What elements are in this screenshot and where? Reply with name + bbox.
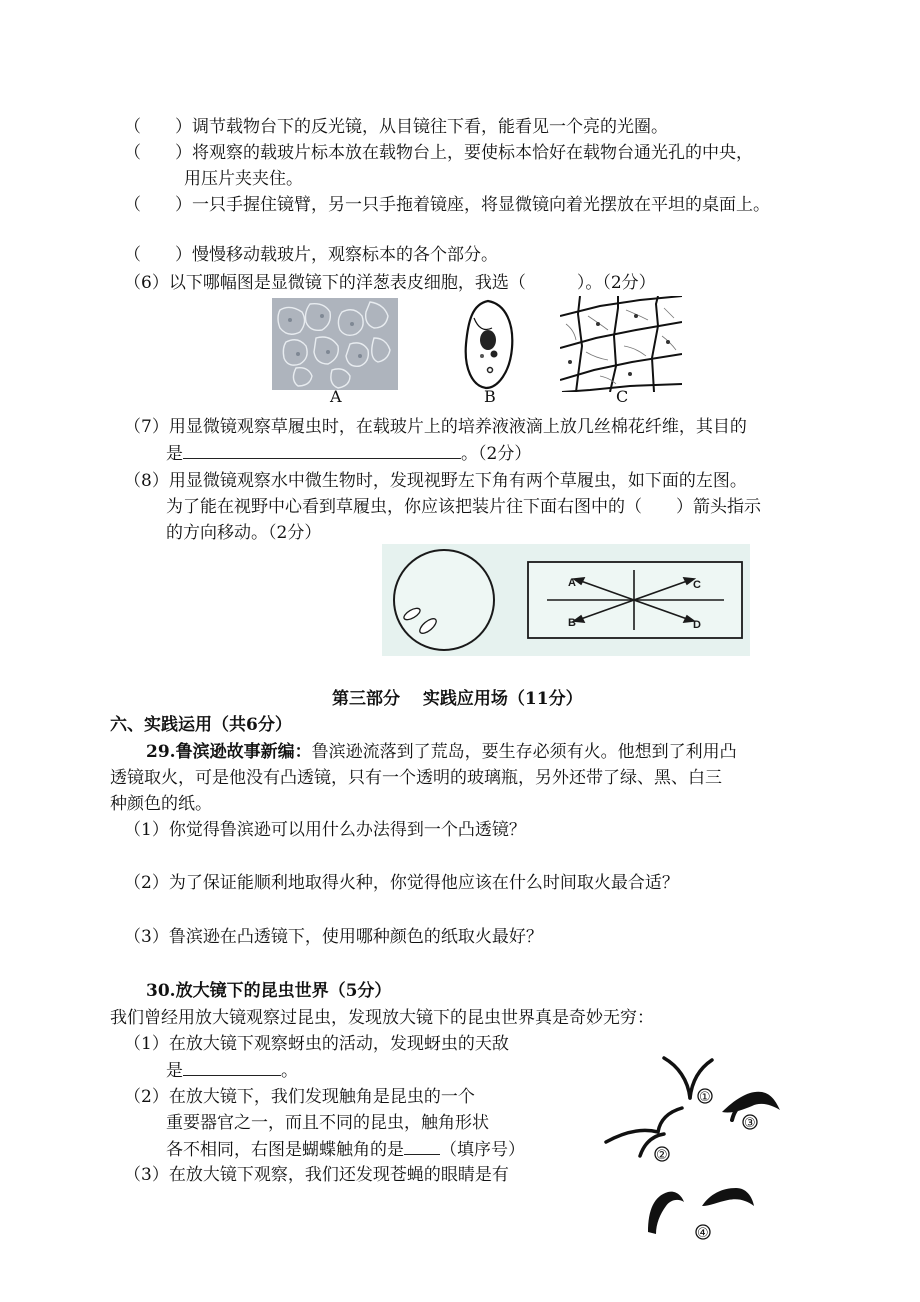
onion-cell-option-c [560, 296, 682, 392]
answer-blank-30-2[interactable] [404, 1138, 440, 1155]
question-29-1: （1）你觉得鲁滨逊可以用什么办法得到一个凸透镜？ [124, 820, 526, 840]
step-line-2: （ ）将观察的载玻片标本放在载物台上，要使标本恰好在载物台通光孔的中央， [124, 143, 753, 163]
question-30-1-prefix: 是 [166, 1061, 183, 1081]
question-30-2-suffix: （填序号） [440, 1140, 525, 1160]
question-8-cont: 为了能在视野中心看到草履虫，你应该把装片往下面右图中的（ ）箭头指示 [166, 497, 761, 517]
antenna-label-1: ① [699, 1090, 711, 1105]
onion-cell-option-a [272, 298, 398, 390]
step-line-4: （ ）慢慢移动载玻片，观察标本的各个部分。 [124, 245, 498, 265]
question-30-1-answer-line [166, 1059, 298, 1082]
figure-label-b: B [484, 387, 496, 406]
arrow-label-a: A [568, 577, 576, 589]
paramecium-option-b [458, 298, 518, 392]
part-3-title: 第三部分 实践应用场（11分） [332, 689, 583, 709]
step-line-2-cont: 用压片夹夹住。 [184, 169, 303, 189]
question-7-answer-line [166, 442, 531, 465]
question-29-3: （3）鲁滨逊在凸透镜下，使用哪种颜色的纸取火最好？ [124, 927, 543, 947]
figure-label-a: A [330, 387, 342, 406]
question-30-1-suffix: 。 [281, 1061, 298, 1081]
question-7-prefix: 是 [166, 444, 183, 464]
answer-blank-30-1[interactable] [183, 1059, 281, 1076]
arrow-label-b: B [568, 617, 576, 629]
question-29-line-3: 种颜色的纸。 [110, 794, 212, 814]
antenna-label-2: ② [656, 1148, 668, 1163]
question-30-2: （2）在放大镜下，我们发现触角是昆虫的一个 [124, 1087, 475, 1107]
question-8-end: 的方向移动。（2分） [166, 523, 322, 543]
question-30-1: （1）在放大镜下观察蚜虫的活动，发现蚜虫的天敌 [124, 1034, 509, 1054]
section-6-title: 六、实践运用（共6分） [110, 715, 292, 735]
step-line-1: （ ）调节载物台下的反光镜，从目镜往下看，能看见一个亮的光圈。 [124, 117, 668, 137]
figure-label-c: C [616, 387, 629, 406]
question-29-text: 鲁滨逊流落到了荒岛，要生存必须有火。他想到了利用凸 [311, 742, 737, 762]
question-29-2: （2）为了保证能顺利地取得火种，你觉得他应该在什么时间取火最合适？ [124, 873, 679, 893]
question-8: （8）用显微镜观察水中微生物时，发现视野左下角有两个草履虫，如下面的左图。 [124, 471, 747, 491]
question-6: （6）以下哪幅图是显微镜下的洋葱表皮细胞，我选（ ）。（2分） [124, 273, 656, 293]
step-line-3: （ ）一只手握住镜臂，另一只手拖着镜座，将显微镜向着光摆放在平坦的桌面上。 [124, 195, 770, 215]
antennae-figure [604, 1050, 804, 1250]
question-29-intro [146, 741, 737, 763]
arrow-label-d: D [693, 619, 701, 631]
question-30-title: 30.放大镜下的昆虫世界（5分） [146, 981, 392, 1001]
answer-blank-7[interactable] [183, 442, 461, 459]
question-29-title: 29.鲁滨逊故事新编： [146, 742, 312, 762]
question-30-3: （3）在放大镜下观察，我们还发现苍蝇的眼睛是有 [124, 1165, 509, 1185]
field-of-view-figure [382, 544, 750, 656]
question-30-intro: 我们曾经用放大镜观察过昆虫，发现放大镜下的昆虫世界真是奇妙无穷： [110, 1008, 654, 1028]
question-30-2-cont: 重要器官之一，而且不同的昆虫，触角形状 [166, 1113, 489, 1133]
arrow-label-c: C [693, 579, 701, 591]
antenna-label-3: ③ [744, 1116, 756, 1131]
antenna-label-4: ④ [697, 1226, 709, 1241]
question-7-suffix: 。（2分） [461, 444, 532, 464]
question-30-2-answer-line [166, 1138, 525, 1161]
question-7: （7）用显微镜观察草履虫时，在载玻片上的培养液液滴上放几丝棉花纤维，其目的 [124, 417, 747, 437]
question-30-2-prefix: 各不相同，右图是蝴蝶触角的是 [166, 1140, 404, 1160]
question-29-line-2: 透镜取火，可是他没有凸透镜，只有一个透明的玻璃瓶，另外还带了绿、黑、白三 [110, 768, 722, 788]
